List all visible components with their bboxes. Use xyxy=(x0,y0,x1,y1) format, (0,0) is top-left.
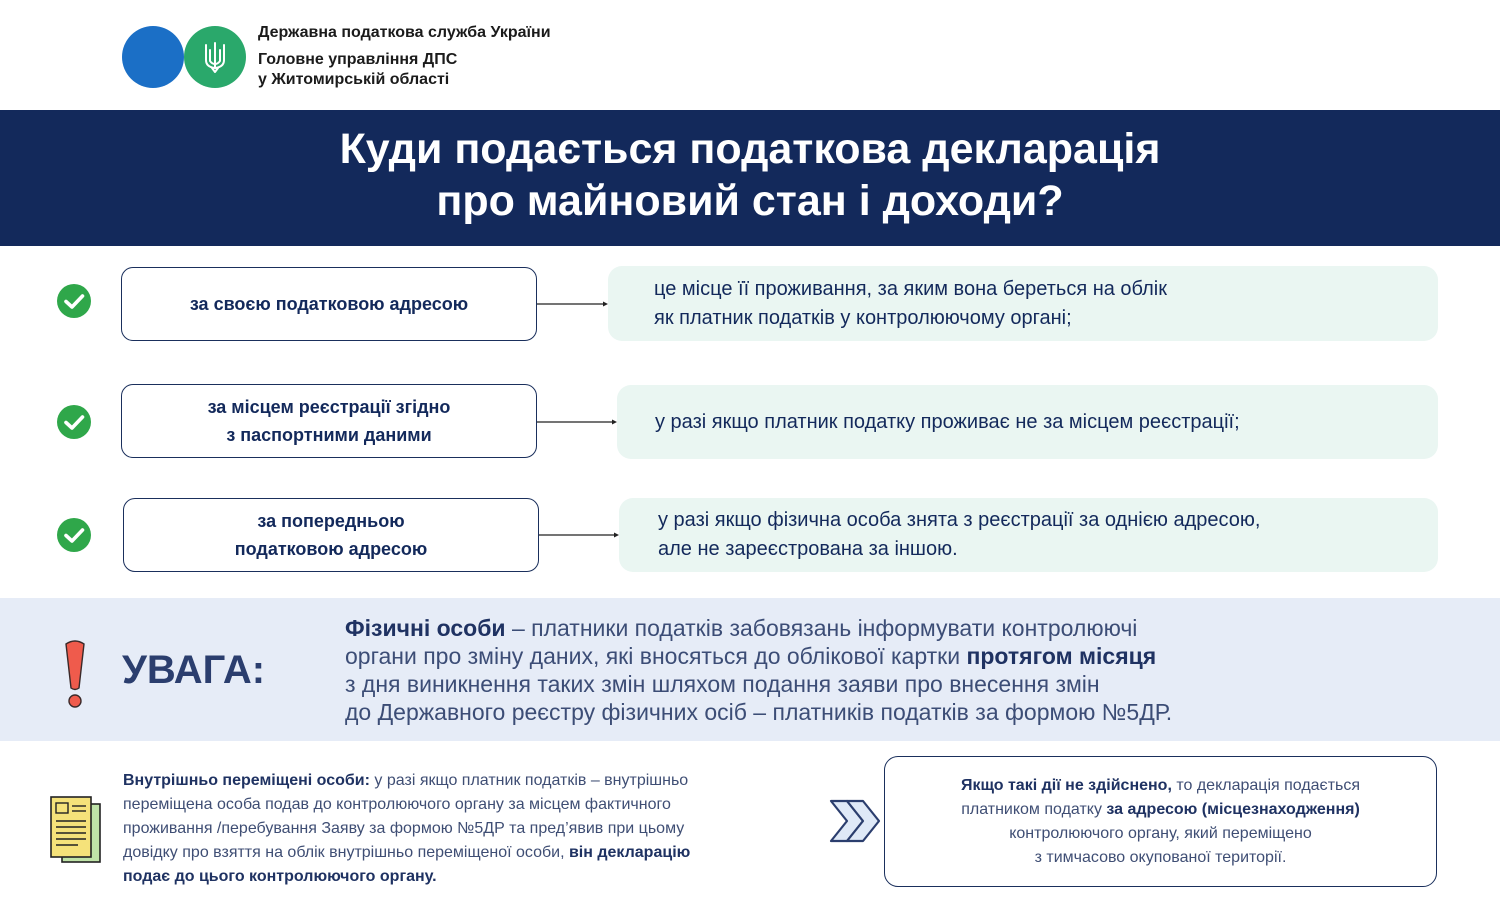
note-text-part: то декларація подається xyxy=(1171,776,1361,794)
idp-line-5 xyxy=(123,865,690,889)
idp-line-1 xyxy=(123,769,690,793)
trident-icon xyxy=(184,26,246,88)
note-bold: за адресою (місцезнаходження) xyxy=(1106,800,1360,818)
page-title-line-2: про майновий стан і доходи? xyxy=(436,177,1064,225)
org-department: Головне управління ДПС xyxy=(258,51,458,68)
option-box-registration xyxy=(121,384,537,458)
attention-label: УВАГА: xyxy=(122,648,266,692)
idp-text-part: у разі якщо платник податків – внутрішньо xyxy=(369,772,689,789)
attention-text-part: – платники податків забовязань інформувати контролюючі xyxy=(505,615,1138,641)
logo-green-circle xyxy=(184,26,246,88)
note-line-2 xyxy=(961,798,1360,822)
org-name: Державна податкова служба України xyxy=(258,24,551,41)
exclamation-icon xyxy=(60,638,90,710)
description-line: як платник податків у контролюючому органі; xyxy=(654,306,1072,329)
attention-bold: протягом місяця xyxy=(966,643,1157,669)
idp-line-2: переміщена особа подав до контролюючого органу за місцем фактичного xyxy=(123,796,671,813)
description-line: це місце її проживання, за яким вона береться на облік xyxy=(654,277,1167,300)
org-region: у Житомирській області xyxy=(258,71,450,88)
description-box-previous-address xyxy=(619,498,1438,572)
page-title-line-1: Куди подається податкова декларація xyxy=(339,125,1161,173)
note-line-4: з тимчасово окупованої території. xyxy=(1034,848,1287,866)
attention-line-2 xyxy=(345,642,1172,670)
description-line: але не зареєстрована за іншою. xyxy=(658,538,958,560)
note-text-part: платником податку xyxy=(961,800,1107,818)
description-line: у разі якщо платник податку проживає не за місцем реєстрації; xyxy=(655,410,1240,433)
option-label: за місцем реєстрації згідно xyxy=(207,397,451,417)
idp-line-3: проживання /перебування Заяву за формою №5ДР та пред’явив при цьому xyxy=(123,820,685,837)
idp-bold: він декларацію xyxy=(568,844,691,861)
attention-text xyxy=(345,614,1172,726)
check-circle-icon xyxy=(56,283,92,319)
check-circle-icon xyxy=(56,404,92,440)
attention-text-part: органи про зміну даних, які вносяться до облікової картки xyxy=(345,643,967,669)
attention-line-3: з дня виникнення таких змін шляхом подання заяви про внесення змін xyxy=(345,671,1100,697)
double-chevron-right-icon xyxy=(828,797,884,845)
logo-blue-circle xyxy=(122,26,184,88)
arrow-right-icon xyxy=(537,301,609,307)
attention-line-1 xyxy=(345,614,1172,642)
arrow-right-icon xyxy=(539,532,620,538)
description-line: у разі якщо фізична особа знята з реєстрації за однією адресою, xyxy=(658,509,1261,531)
description-box-tax-address xyxy=(608,266,1438,341)
note-line-1 xyxy=(961,774,1360,798)
option-box-tax-address xyxy=(121,267,537,341)
note-line-3: контролюючого органу, який переміщено xyxy=(1009,824,1312,842)
attention-line-4: до Державного реєстру фізичних осіб – платників податків за формою №5ДР. xyxy=(345,699,1173,725)
description-box-registration xyxy=(617,385,1438,459)
arrow-right-icon xyxy=(537,419,618,425)
option-box-previous-address xyxy=(123,498,539,572)
idp-text-part: довідку про взяття на облік внутрішньо переміщеної особи, xyxy=(123,844,569,861)
attention-bold: Фізичні особи xyxy=(345,615,506,641)
option-label: податковою адресою xyxy=(234,539,428,559)
idp-bold: подає до цього контролюючого органу. xyxy=(123,868,437,885)
check-circle-icon xyxy=(56,517,92,553)
option-label: з паспортними даними xyxy=(226,425,432,445)
option-label: за попередньою xyxy=(257,511,405,531)
idp-paragraph xyxy=(123,769,690,889)
option-label: за своєю податковою адресою xyxy=(189,294,469,314)
idp-line-4 xyxy=(123,841,690,865)
note-box xyxy=(884,756,1437,887)
note-bold: Якщо такі дії не здійснено, xyxy=(960,776,1172,794)
idp-bold: Внутрішньо переміщені особи: xyxy=(123,772,370,789)
document-icon xyxy=(48,794,102,864)
